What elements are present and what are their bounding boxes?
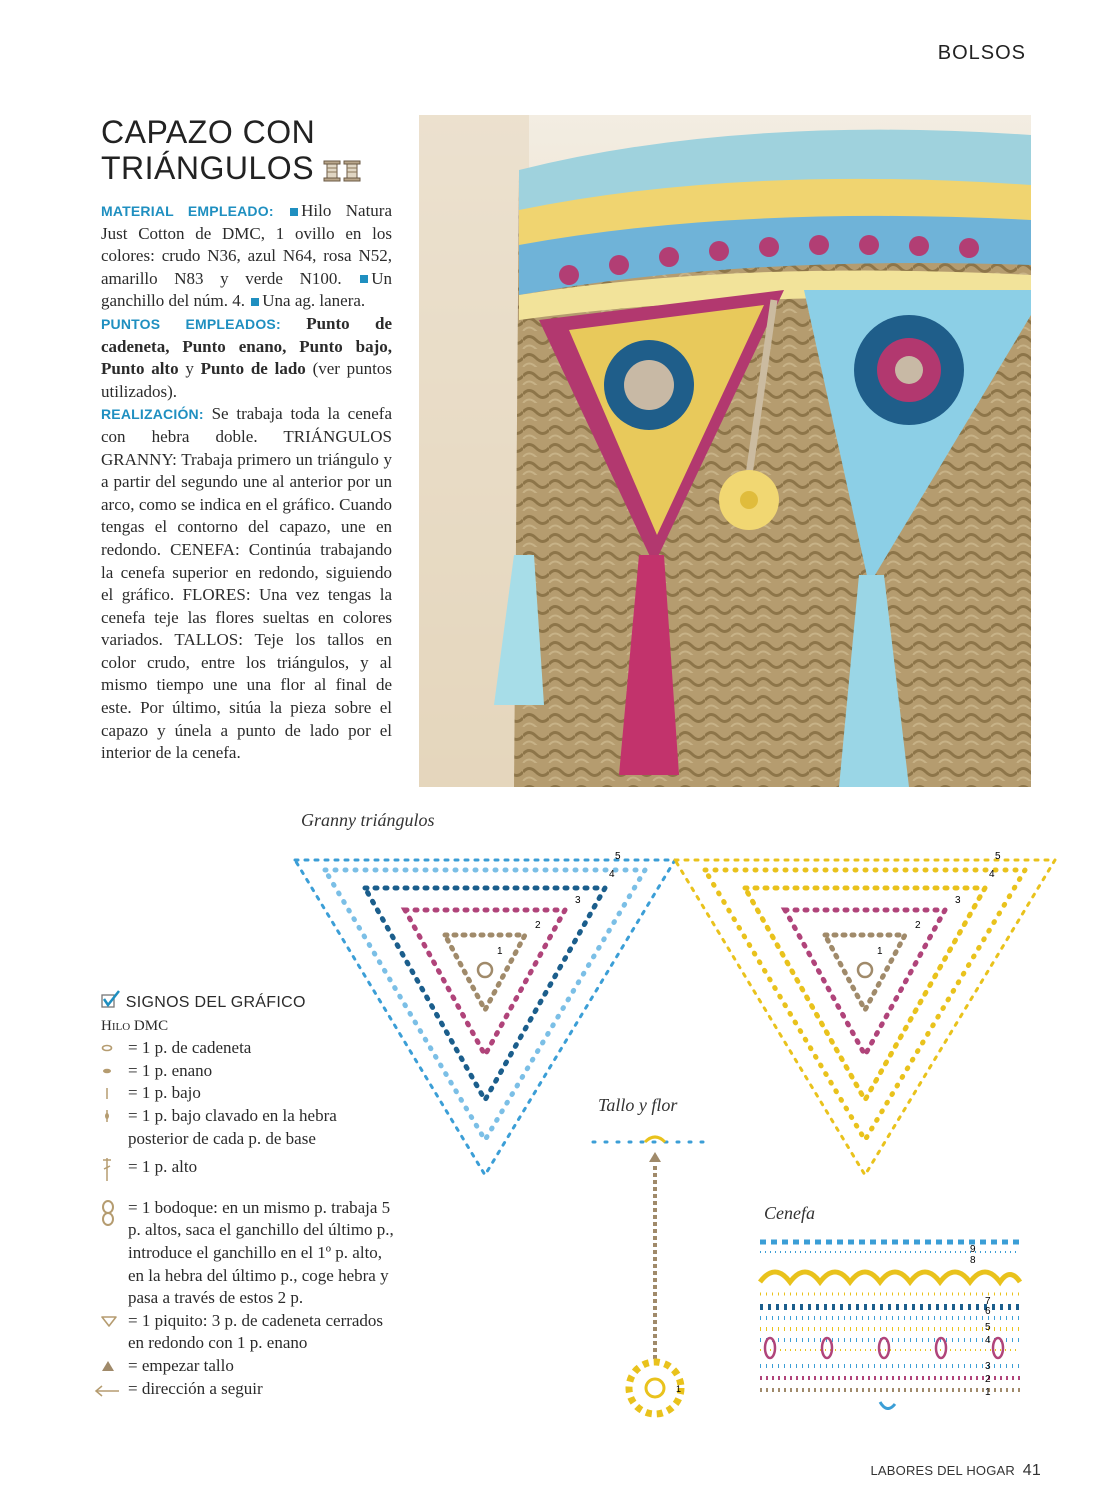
checkmark-icon — [101, 990, 121, 1010]
legend-item: = 1 p. enano — [101, 1060, 396, 1083]
row-label-9: 9 — [970, 1244, 976, 1255]
direction-arrow-icon — [93, 1380, 121, 1398]
round-label-5: 5 — [615, 851, 621, 862]
legend-item: = 1 bodoque: en un mismo p. trabaja 5 p. altos, saca el ganchillo del último p., introduce el ganchillo en el 1º p. alto, en la hebra del último p., coge hebra y pasa a través de estos 2 p. — [101, 1197, 396, 1310]
bag-photo — [419, 115, 1031, 787]
bullet-square-icon — [251, 298, 259, 306]
round-label-5: 5 — [995, 851, 1001, 862]
legend-item: = 1 p. bajo — [101, 1082, 396, 1105]
realization-text: Se trabaja toda la cenefa con hebra doble. TRIÁNGULOS GRANNY: Trabaja primero un triángulo y a partir del segundo une al anterior por un arco, como se indica en el gráfico. Cuando tengas el contorno del capazo, une en redondo. CENEFA: Continúa trabajando la cenefa superior en redondo, siguiendo el gráfico. FLORES: Una vez tengas la cenefa teje las flores sueltas en colores variados. TALLOS: Teje los tallos en color crudo, entre los triángulos, y al mismo tiempo une una flor al final de este. Por último, sitúa la pieza sobre el capazo y únela a punto de lado por el interior de la cenefa. — [101, 404, 392, 763]
difficulty-spools-icon — [322, 158, 362, 184]
row-label-7: 7 — [985, 1296, 991, 1307]
chain-symbol-icon — [101, 1039, 121, 1057]
chart-legend — [101, 990, 396, 1400]
article-title — [101, 114, 401, 186]
realization-label: REALIZACIÓN: — [101, 406, 204, 423]
round-label-4: 4 — [989, 869, 995, 880]
round-label-4: 4 — [609, 869, 615, 880]
bullet-square-icon — [290, 208, 298, 216]
row-label-6: 6 — [985, 1306, 991, 1317]
bullet-square-icon — [360, 275, 368, 283]
stitches-list: Punto de cadeneta, Punto enano, Punto bajo, Punto alto — [101, 313, 392, 379]
title-line-1: CAPAZO CON — [101, 114, 316, 150]
legend-item: = 1 p. bajo clavado en la hebra posterior de cada p. de base — [101, 1105, 396, 1150]
stitches-and: y — [185, 359, 194, 379]
material-needle: Una ag. lanera. — [262, 291, 366, 311]
page-number: 41 — [1022, 1462, 1041, 1479]
row-label-4: 4 — [985, 1335, 991, 1346]
title-line-2: TRIÁNGULOS — [101, 150, 315, 186]
material-label: MATERIAL EMPLEADO: — [101, 203, 274, 219]
legend-yarn: Hilo DMC — [101, 1017, 169, 1034]
material-hook: Un ganchillo del núm. 4. — [101, 268, 393, 311]
row-label-2: 2 — [985, 1374, 991, 1385]
stitches-label: PUNTOS EMPLEADOS: — [101, 315, 281, 332]
legend-header — [101, 990, 396, 1015]
legend-item: = empezar tallo — [101, 1355, 396, 1378]
article-body — [101, 200, 392, 765]
round-label-2: 2 — [915, 920, 921, 931]
legend-item: = 1 p. alto — [101, 1156, 396, 1179]
stem-diagram-title: Tallo y flor — [598, 1095, 678, 1115]
flower-round-label: 1 — [676, 1384, 682, 1394]
round-label-2: 2 — [535, 920, 541, 931]
round-label-1: 1 — [877, 946, 883, 957]
flower-motif — [629, 1362, 681, 1414]
stitches-side: Punto de lado — [200, 359, 306, 379]
single-crochet-symbol-icon — [101, 1084, 121, 1102]
round-label-3: 3 — [955, 895, 961, 906]
legend-item: = dirección a seguir — [101, 1378, 396, 1401]
round-label-3: 3 — [575, 895, 581, 906]
material-text: Hilo Natura Just Cotton de DMC, 1 ovillo en los colores: crudo N36, azul N64, rosa N52, amarillo N83 y verde N100. — [101, 201, 392, 288]
double-crochet-symbol-icon — [101, 1156, 121, 1182]
round-label-1: 1 — [497, 946, 503, 957]
row-label-3: 3 — [985, 1361, 991, 1372]
legend-item: = 1 piquito: 3 p. de cadeneta cerrados en redondo con 1 p. enano — [101, 1310, 396, 1355]
legend-title: SIGNOS DEL GRÁFICO — [125, 994, 306, 1011]
start-stem-symbol-icon — [101, 1357, 121, 1375]
legend-item: = 1 p. de cadeneta — [101, 1037, 396, 1060]
stitches-note: (ver puntos utilizados). — [101, 359, 393, 401]
page-footer — [870, 1462, 1041, 1480]
border-chart — [755, 1232, 1025, 1422]
row-label-1: 1 — [985, 1387, 991, 1398]
granny-diagram-title: Granny triángulos — [301, 810, 435, 830]
row-label-5: 5 — [985, 1322, 991, 1333]
section-title: BOLSOS — [937, 42, 1026, 64]
granny-triangle-yellow — [675, 851, 1055, 1175]
slip-stitch-symbol-icon — [101, 1062, 121, 1080]
bag-illustration — [419, 115, 1031, 787]
border-diagram-title: Cenefa — [764, 1203, 815, 1223]
back-loop-sc-symbol-icon — [101, 1107, 121, 1125]
start-stem-marker — [649, 1152, 661, 1162]
row-label-8: 8 — [970, 1255, 976, 1266]
magazine-name: LABORES DEL HOGAR — [870, 1463, 1015, 1478]
picot-symbol-icon — [101, 1312, 121, 1330]
stem-flower-chart — [585, 1130, 725, 1420]
bobble-symbol-icon — [101, 1199, 121, 1227]
